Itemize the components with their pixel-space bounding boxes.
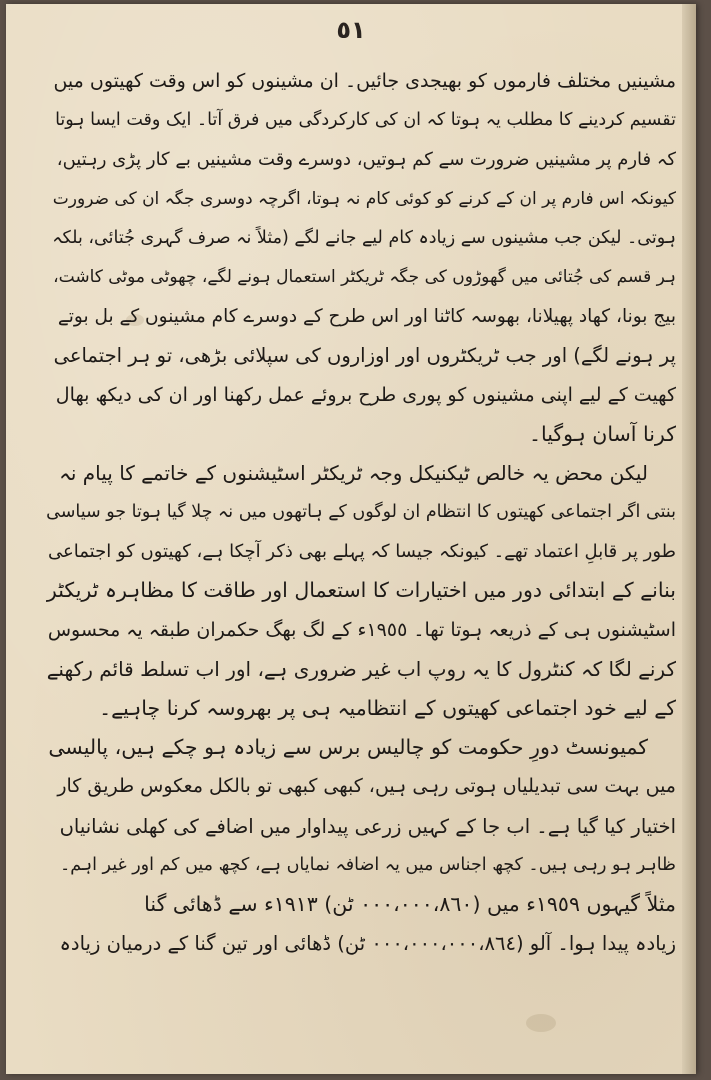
text-line: طور پر قابلِ اعتماد تھے۔ کیونکہ جیسا کہ پہلے بھی ذکر آچکا ہے، کھیتوں کو اجتماعی bbox=[48, 541, 676, 563]
text-line: ہوتی۔ لیکن جب مشینوں سے زیادہ کام لیے جانے لگے (مثلاً نہ صرف گہری جُتائی، بلکہ bbox=[52, 227, 676, 248]
text-line: کہ فارم پر مشینیں ضرورت سے کم ہوتیں، دوسرے وقت مشینیں بے کار پڑی رہتیں، bbox=[56, 149, 676, 171]
text-line: کھیت کے لیے اپنی مشینوں کو پوری طرح بروئے عمل رکھنا اور ان کی دیکھ بھال bbox=[55, 383, 676, 406]
paper-stain bbox=[526, 1014, 556, 1032]
text-line: زیادہ پیدا ہوا۔ آلو (٠٠٠،٠٠٠،٠٠٠،٨٦٤ ٹن) ڈھائی اور تین گنا کے درمیان زیادہ bbox=[59, 932, 676, 956]
text-line: بنتی اگر اجتماعی کھیتوں کا انتظام ان لوگوں کے ہاتھوں میں نہ چلا گیا ہوتا جو سیاسی bbox=[46, 502, 676, 523]
text-line: کرنے لگا کہ کنٹرول کا یہ روپ اب غیر ضروری ہے، اور اب تسلط قائم رکھنے bbox=[46, 656, 676, 681]
text-line: مشینیں مختلف فارموں کو بھیجدی جائیں۔ ان مشینوں کو اس وقت کھیتوں میں bbox=[53, 70, 676, 92]
book-page bbox=[6, 4, 696, 1074]
text-line: تقسیم کردینے کا مطلب یہ ہوتا کہ ان کی کارکردگی میں فرق آتا۔ ایک وقت ایسا ہوتا bbox=[55, 110, 676, 131]
text-line: کرنا آسان ہوگیا۔ bbox=[528, 421, 676, 446]
text-line: بنانے کے ابتدائی دور میں اختیارات کا استعمال اور طاقت کا مظاہرہ ٹریکٹر bbox=[46, 578, 676, 603]
page-text bbox=[46, 62, 676, 963]
page-edge-shadow bbox=[682, 4, 696, 1074]
text-line: مثلاً گیہوں ١٩٥٩ء میں (٠٠٠،٠٠٠،٨٦٠ ٹن) ١٩١٣ء سے ڈھائی گنا bbox=[144, 891, 676, 916]
text-line: اسٹیشنوں ہی کے ذریعہ ہوتا تھا۔ ١٩٥٥ء کے لگ بھگ حکمران طبقہ یہ محسوس bbox=[47, 618, 676, 641]
text-line: لیکن محض یہ خالص ٹیکنیکل وجہ ٹریکٹر اسٹیشنوں کے خاتمے کا پیام نہ bbox=[59, 460, 648, 485]
text-line: میں بہت سی تبدیلیاں ہوتی رہی ہیں، کبھی کبھی تو بالکل معکوس طریق کار bbox=[57, 775, 676, 798]
text-line: پر ہونے لگے) اور جب ٹریکٹروں اور اوزاروں کی سپلائی بڑھی، تو ہر اجتماعی bbox=[53, 344, 676, 368]
text-line: کمیونسٹ دورِ حکومت کو چالیس برس سے زیادہ ہو چکے ہیں، پالیسی bbox=[48, 735, 648, 760]
page-number: ٥١ bbox=[336, 16, 366, 44]
text-line: اختیار کیا گیا ہے۔ اب جا کے کہیں زرعی پیداوار میں اضافے کی کھلی نشانیاں bbox=[59, 814, 676, 838]
text-line: کیونکہ اس فارم پر ان کے کرنے کو کوئی کام نہ ہوتا، اگرچہ دوسری جگہ ان کی ضرورت bbox=[52, 188, 676, 209]
text-line: کے لیے خود اجتماعی کھیتوں کے انتظامیہ ہی پر بھروسہ کرنا چاہیے۔ bbox=[99, 696, 676, 720]
text-line: ظاہر ہو رہی ہیں۔ کچھ اجناس میں یہ اضافہ نمایاں ہے، کچھ میں کم اور غیر اہم۔ bbox=[59, 854, 676, 875]
text-line: بیج بونا، کھاد پھیلانا، بھوسہ کاٹنا اور اس طرح کے دوسرے کام مشینوں کے بل بوتے bbox=[57, 306, 676, 328]
text-line: ہر قسم کی جُتائی میں گھوڑوں کی جگہ ٹریکٹر استعمال ہونے لگے، چھوٹی موٹی کاشت، bbox=[53, 266, 676, 287]
